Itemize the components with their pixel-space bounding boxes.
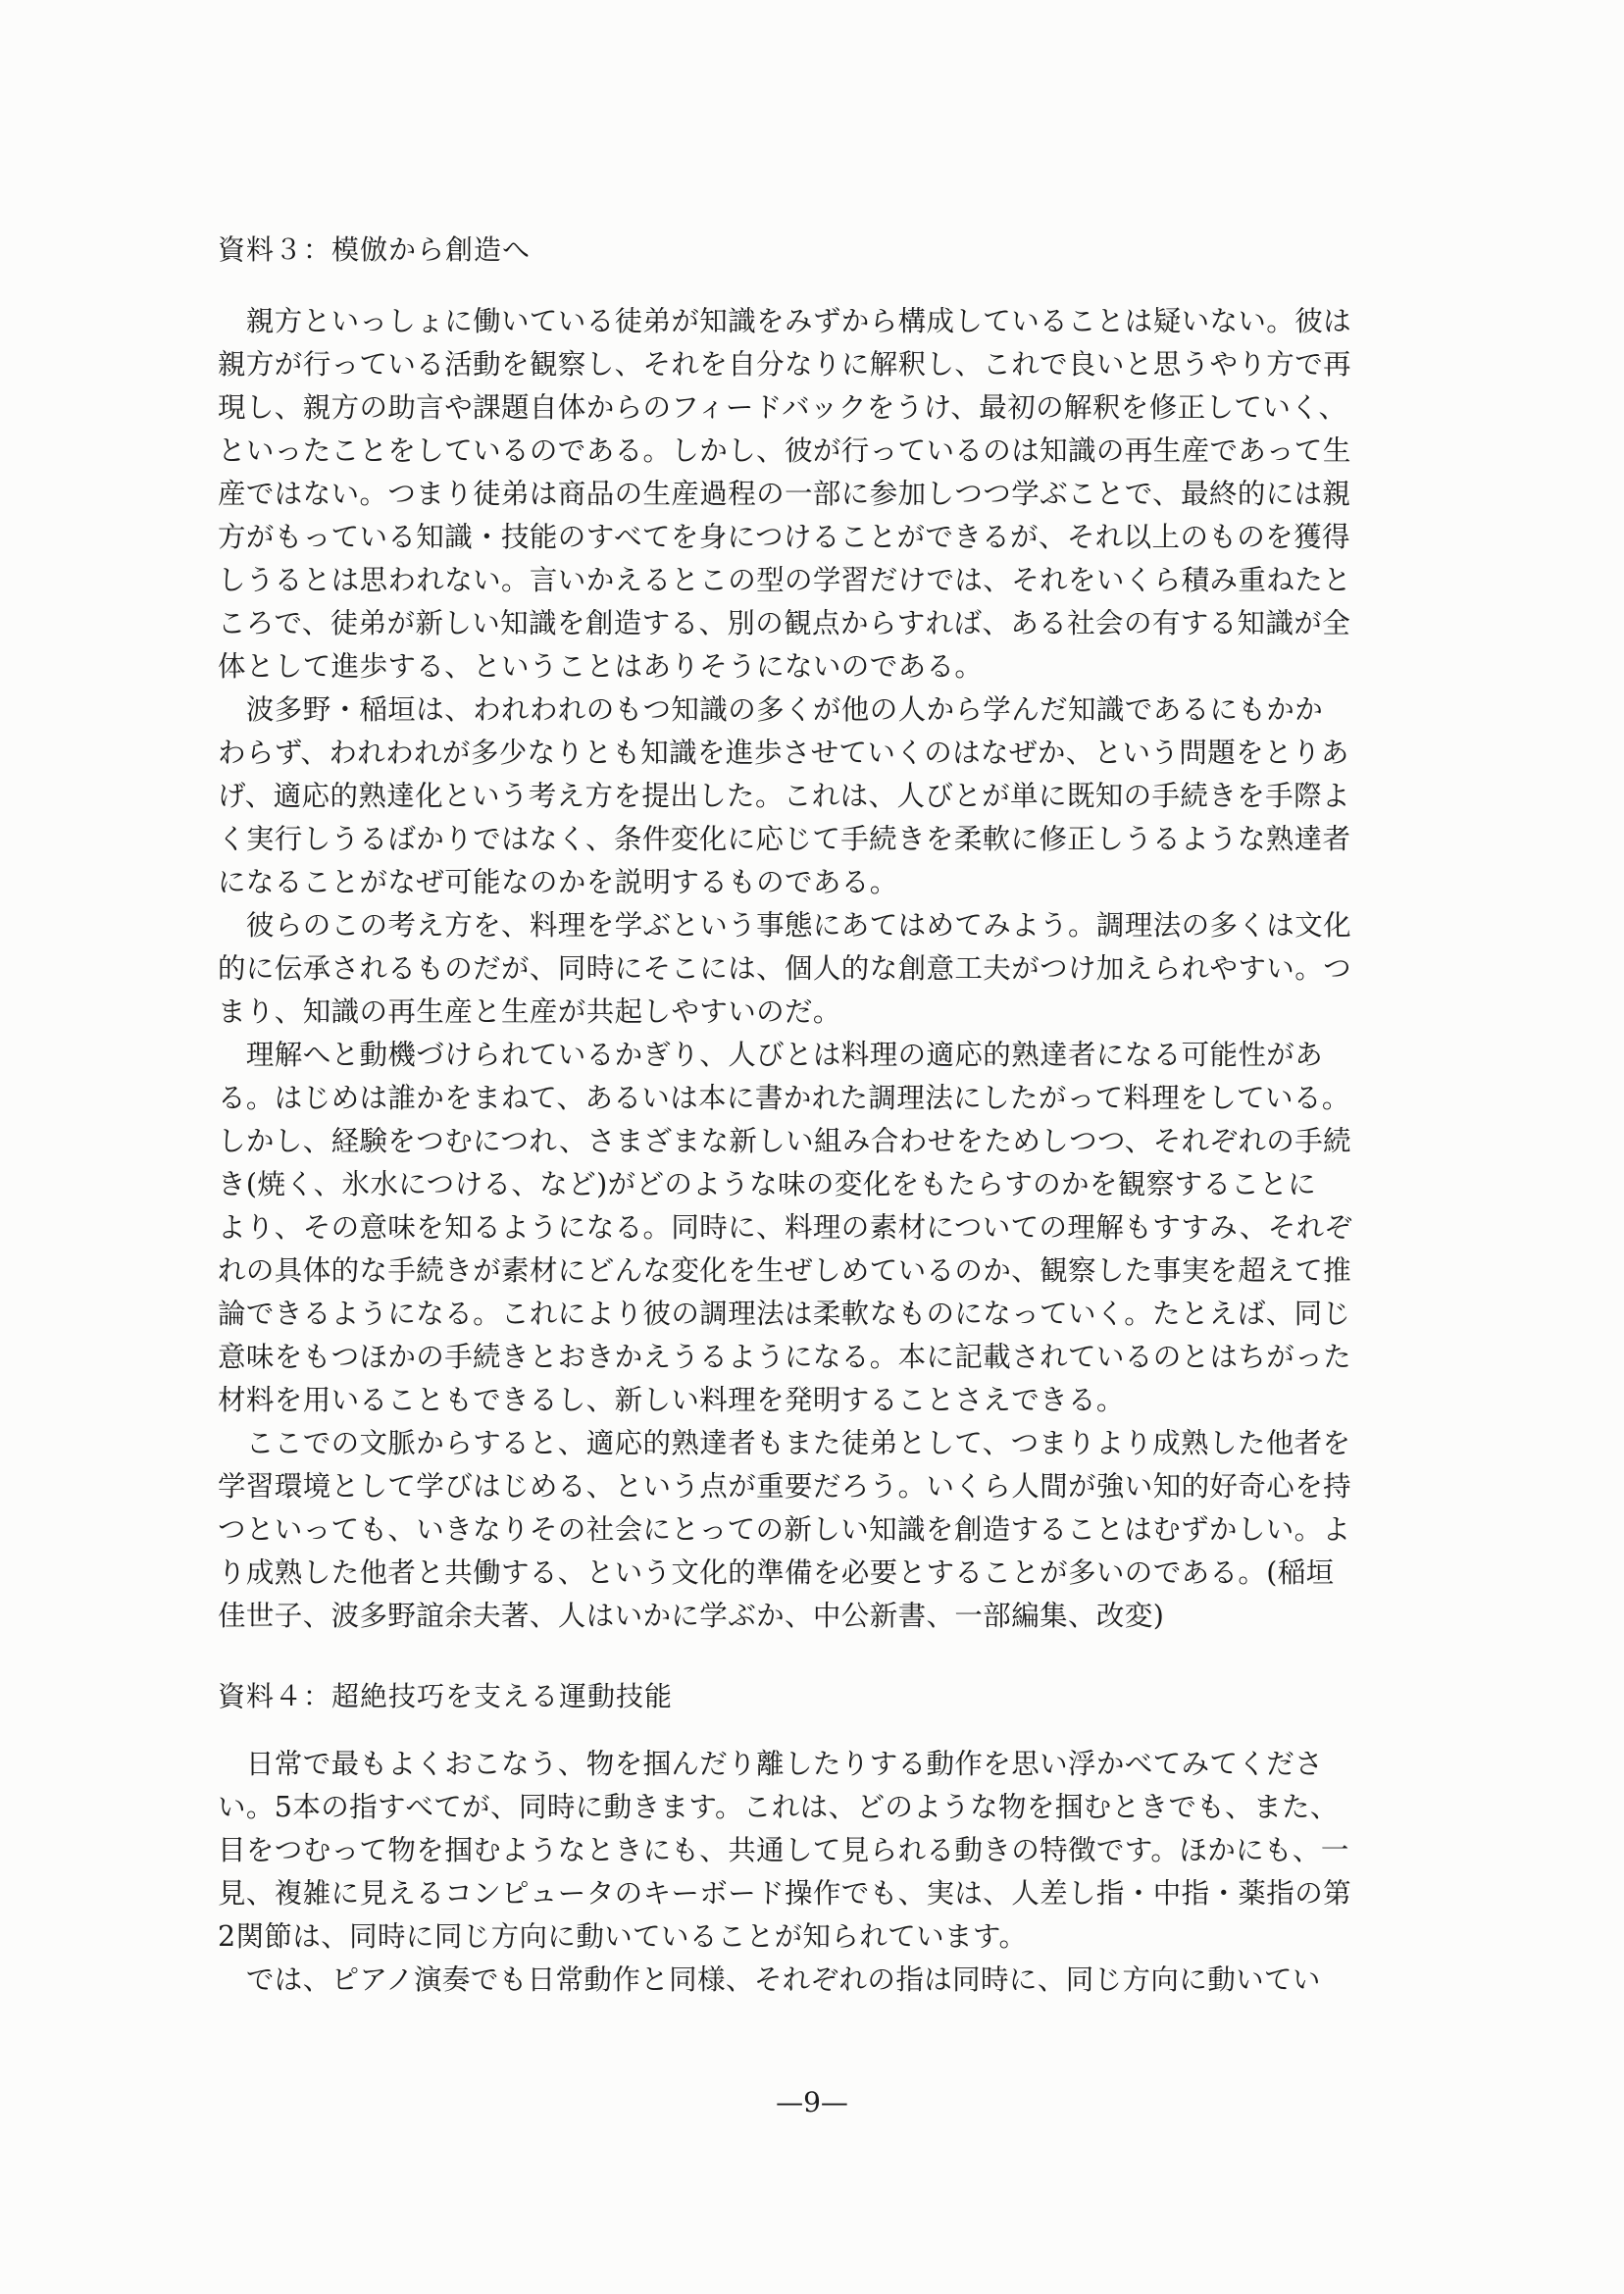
section3-heading: 資料３：模倣から創造へ bbox=[218, 233, 532, 266]
text-line: れの具体的な手続きが素材にどんな変化を生ぜしめているのか、観察した事実を超えて推 bbox=[218, 1254, 1352, 1287]
text-line: ここでの文脈からすると、適応的熟達者もまた徒弟として、つまりより成熟した他者を bbox=[218, 1427, 1351, 1459]
text-line: わらず、われわれが多少なりとも知識を進歩させていくのはなぜか、という問題をとりあ bbox=[218, 737, 1349, 769]
text-line: 方がもっている知識・技能のすべてを身につけることができるが、それ以上のものを獲得 bbox=[218, 521, 1350, 553]
text-line: 体として進歩する、ということはありそうにないのである。 bbox=[218, 650, 984, 683]
text-line: く実行しうるばかりではなく、条件変化に応じて手続きを柔軟に修正しうるような熟達者 bbox=[218, 823, 1351, 855]
page-number: —9— bbox=[776, 2086, 848, 2118]
text-line: 親方が行っている活動を観察し、それを自分なりに解釈し、これで良いと思うやり方で再 bbox=[218, 348, 1352, 381]
text-line: 見、複雑に見えるコンピュータのキーボード操作でも、実は、人差し指・中指・薬指の第 bbox=[218, 1877, 1352, 1910]
text-line: まり、知識の再生産と生産が共起しやすいのだ。 bbox=[218, 995, 841, 1028]
text-line: 佳世子、波多野誼余夫著、人はいかに学ぶか、中公新書、一部編集、改変) bbox=[218, 1600, 1165, 1632]
text-line: しうるとは思われない。言いかえるとこの型の学習だけでは、それをいくら積み重ねたと bbox=[218, 564, 1352, 596]
text-line: 学習環境として学びはじめる、という点が重要だろう。いくら人間が強い知的好奇心を持 bbox=[218, 1470, 1352, 1503]
text-line: 彼らのこの考え方を、料理を学ぶという事態にあてはめてみよう。調理法の多くは文化 bbox=[218, 909, 1352, 942]
text-line: 現し、親方の助言や課題自体からのフィードバックをうけ、最初の解釈を修正していく、 bbox=[218, 391, 1347, 424]
text-line: る。はじめは誰かをまねて、あるいは本に書かれた調理法にしたがって料理をしている。 bbox=[218, 1082, 1350, 1114]
text-line: 波多野・稲垣は、われわれのもつ知識の多くが他の人から学んだ知識であるにもかか bbox=[218, 693, 1324, 726]
section4-heading: 資料４：超絶技巧を支える運動技能 bbox=[218, 1680, 674, 1712]
text-line: り成熟した他者と共働する、という文化的準備を必要とすることが多いのである。(稲垣 bbox=[218, 1556, 1335, 1589]
text-line: 材料を用いることもできるし、新しい料理を発明することさえできる。 bbox=[218, 1384, 1125, 1416]
text-line: しかし、経験をつむにつれ、さまざまな新しい組み合わせをためしつつ、それぞれの手続 bbox=[218, 1125, 1352, 1157]
text-line: 目をつむって物を掴むようなときにも、共通して見られる動きの特徴です。ほかにも、一 bbox=[218, 1834, 1349, 1866]
text-line: い。5本の指すべてが、同時に動きます。これは、どのような物を掴むときでも、また、 bbox=[218, 1791, 1339, 1823]
text-line: 論できるようになる。これにより彼の調理法は柔軟なものになっていく。たとえば、同じ bbox=[218, 1298, 1351, 1330]
text-line: き(焼く、氷水につける、など)がどのような味の変化をもたらすのかを観察することに bbox=[218, 1168, 1317, 1200]
text-line: 産ではない。つまり徒弟は商品の生産過程の一部に参加しつつ学ぶことで、最終的には親 bbox=[218, 478, 1351, 510]
text-line: つといっても、いきなりその社会にとっての新しい知識を創造することはむずかしい。よ bbox=[218, 1513, 1351, 1546]
text-line: といったことをしているのである。しかし、彼が行っているのは知識の再生産であって生 bbox=[218, 434, 1351, 467]
text-line: 日常で最もよくおこなう、物を掴んだり離したりする動作を思い浮かべてみてくださ bbox=[218, 1748, 1324, 1780]
text-line: 親方といっしょに働いている徒弟が知識をみずから構成していることは疑いない。彼は bbox=[218, 305, 1352, 337]
text-line: では、ピアノ演奏でも日常動作と同様、それぞれの指は同時に、同じ方向に動いてい bbox=[218, 1963, 1321, 1996]
text-line: 2関節は、同時に同じ方向に動いていることが知られています。 bbox=[218, 1920, 1028, 1953]
text-line: 理解へと動機づけられているかぎり、人びとは料理の適応的熟達者になる可能性があ bbox=[218, 1039, 1324, 1071]
text-line: より、その意味を知るようになる。同時に、料理の素材についての理解もすすみ、それぞ bbox=[218, 1211, 1353, 1244]
text-line: ころで、徒弟が新しい知識を創造する、別の観点からすれば、ある社会の有する知識が全 bbox=[218, 607, 1351, 639]
text-line: になることがなぜ可能なのかを説明するものである。 bbox=[218, 866, 898, 898]
text-line: げ、適応的熟達化という考え方を提出した。これは、人びとが単に既知の手続きを手際よ bbox=[218, 780, 1350, 812]
text-line: 意味をもつほかの手続きとおきかえうるようになる。本に記載されているのとはちがった bbox=[218, 1341, 1352, 1373]
text-line: 的に伝承されるものだが、同時にそこには、個人的な創意工夫がつけ加えられやすい。つ bbox=[218, 952, 1352, 985]
